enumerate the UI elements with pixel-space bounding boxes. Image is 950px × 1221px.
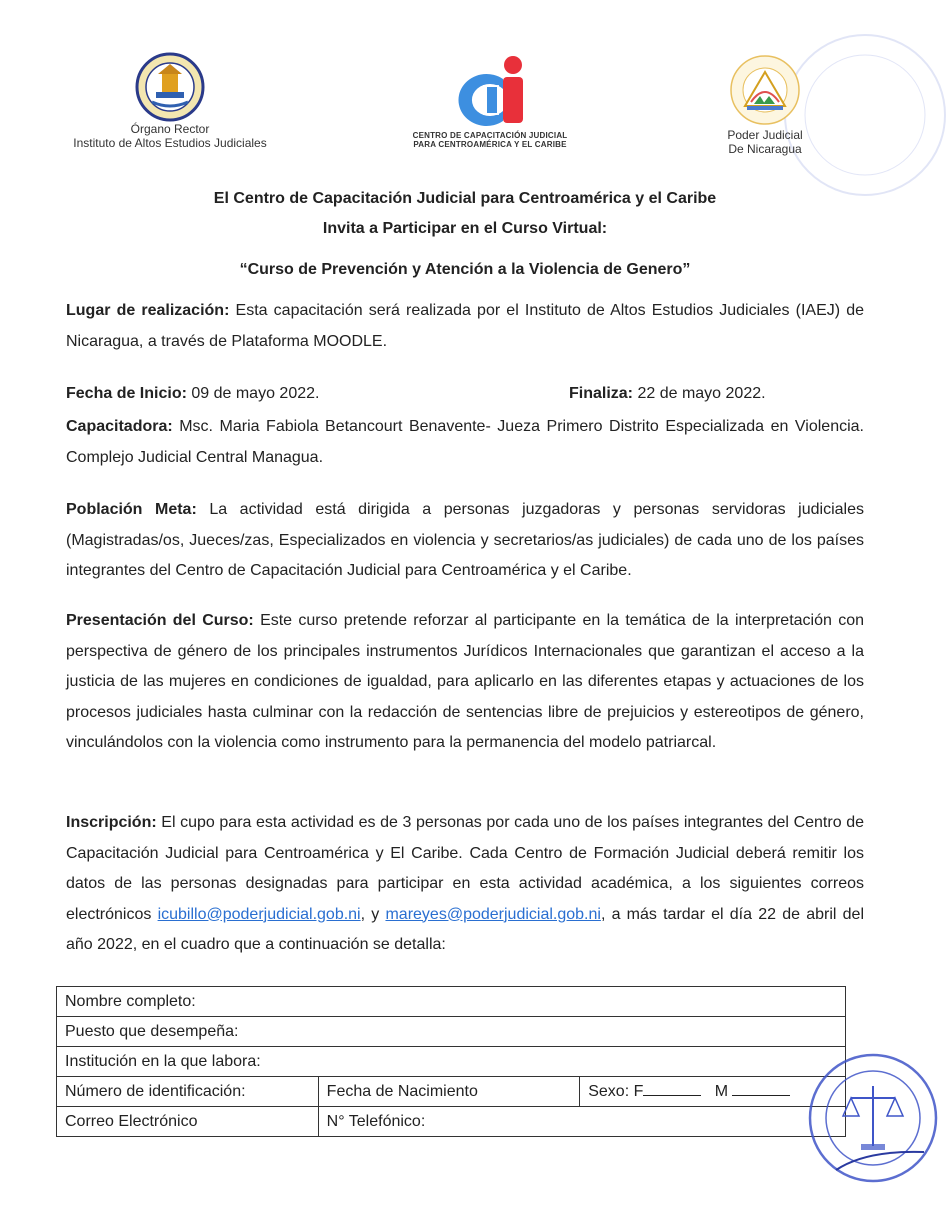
poblacion-label: Población Meta: [66, 501, 197, 518]
nicaragua-coat-of-arms-icon [725, 52, 805, 128]
institucion-field[interactable]: Institución en la que labora: [57, 1047, 846, 1077]
iaej-caption-line1: Órgano Rector [130, 122, 210, 136]
poder-judicial-logo [700, 52, 830, 156]
lugar-text: Esta capacitación será realizada por el Instituto de Altos Estudios Judiciales (IAEJ) de Nicaragua, a través de Plataforma MOODLE. [66, 302, 865, 350]
table-row [57, 1017, 846, 1047]
inscripcion-text1: El cupo para esta actividad es de 3 personas por cada uno de los países integrantes del Centro de Capacitación Judicial para Centroamérica y El Caribe. Cada Centro de Formación Judicial deberá remitir los datos de las personas designadas para participar en esta actividad académica, a los siguientes correos electrónicos [66, 814, 864, 923]
sexo-m-label: M [714, 1082, 729, 1100]
sexo-f-blank[interactable] [643, 1083, 701, 1096]
ccjca-logo-icon [445, 55, 535, 127]
puesto-field[interactable]: Puesto que desempeña: [57, 1017, 846, 1047]
inscripcion-paragraph [66, 808, 864, 961]
telefono-field[interactable]: N° Telefónico: [318, 1107, 845, 1137]
iaej-seal-icon [128, 52, 212, 122]
capacitadora-text: Msc. Maria Fabiola Betancourt Benavente- Jueza Primero Distrito Especializada en Violencia. Complejo Judicial Central Managua. [66, 418, 864, 466]
ccjca-caption-line2: PARA CENTROAMÉRICA Y EL CARIBE [413, 140, 567, 149]
table-row [57, 1077, 846, 1107]
capacitadora-label: Capacitadora: [66, 418, 173, 435]
lugar-label: Lugar de realización: [66, 302, 230, 319]
lugar-paragraph [66, 296, 864, 357]
registration-form-table [56, 986, 846, 1137]
iaej-caption-line2: Instituto de Altos Estudios Judiciales [73, 136, 267, 150]
poder-judicial-caption-line2: De Nicaragua [728, 142, 802, 156]
identificacion-field[interactable]: Número de identificación: [57, 1077, 319, 1107]
fecha-fin-value: 22 de mayo 2022. [633, 385, 766, 402]
course-title: “Curso de Prevención y Atención a la Violencia de Genero” [239, 261, 691, 278]
table-row [57, 1107, 846, 1137]
ccjca-caption-line1: CENTRO DE CAPACITACIÓN JUDICIAL [412, 131, 568, 140]
presentacion-text: Este curso pretende reforzar al participante en la temática de la interpretación con perspectiva de género de los principales instrumentos Jurídicos Internacionales que garantizan el acceso a la justicia de las mujeres en condiciones de igualdad, para aplicarlo en las diferentes etapas y actuaciones de los procesos judiciales hasta culminar con la redacción de sentencias libre de prejuicios y estereotipos de género, vinculándolos con la violencia como instrumento para la permanencia del modelo patriarcal. [66, 612, 864, 751]
fecha-inicio-label: Fecha de Inicio: [66, 385, 187, 402]
poder-judicial-caption-line1: Poder Judicial [727, 128, 803, 142]
invitation-heading: El Centro de Capacitación Judicial para Centroamérica y el Caribe [213, 190, 717, 207]
fecha-fin-label: Finaliza: [569, 385, 634, 402]
sexo-m-blank[interactable] [732, 1083, 790, 1096]
rector-seal-icon [806, 1050, 940, 1190]
capacitadora-paragraph [66, 412, 864, 473]
inscripcion-sep: , y [360, 905, 386, 923]
sexo-f-label: Sexo: F [588, 1082, 644, 1100]
table-row [57, 987, 846, 1017]
email-link-icubillo[interactable]: icubillo@poderjudicial.gob.ni [157, 905, 361, 923]
nacimiento-field[interactable]: Fecha de Nacimiento [318, 1077, 580, 1107]
iaej-logo [60, 52, 280, 150]
email-link-mareyes[interactable]: mareyes@poderjudicial.gob.ni [385, 905, 601, 923]
fechas-line [66, 379, 864, 410]
poblacion-paragraph [66, 495, 864, 587]
ccjca-logo [380, 55, 600, 149]
invitation-subheading: Invita a Participar en el Curso Virtual: [322, 220, 608, 237]
inscripcion-label: Inscripción: [66, 814, 157, 831]
presentacion-label: Presentación del Curso: [66, 612, 254, 629]
table-row [57, 1047, 846, 1077]
inscripcion-text2: , a más tardar el día 22 de abril del año 2022, en el cuadro que a continuación se detalla: [66, 905, 864, 953]
fecha-inicio-value: 09 de mayo 2022. [186, 385, 320, 402]
presentacion-paragraph [66, 606, 864, 759]
nombre-field[interactable]: Nombre completo: [57, 987, 846, 1017]
poblacion-text: La actividad está dirigida a personas juzgadoras y personas servidoras judiciales (Magistradas/os, Jueces/zas, Especializados en violencia y secretarios/as judiciales) de cada uno de los países integrantes del Centro de Capacitación Judicial para Centroamérica y el Caribe. [66, 501, 864, 579]
correo-field[interactable]: Correo Electrónico [57, 1107, 319, 1137]
